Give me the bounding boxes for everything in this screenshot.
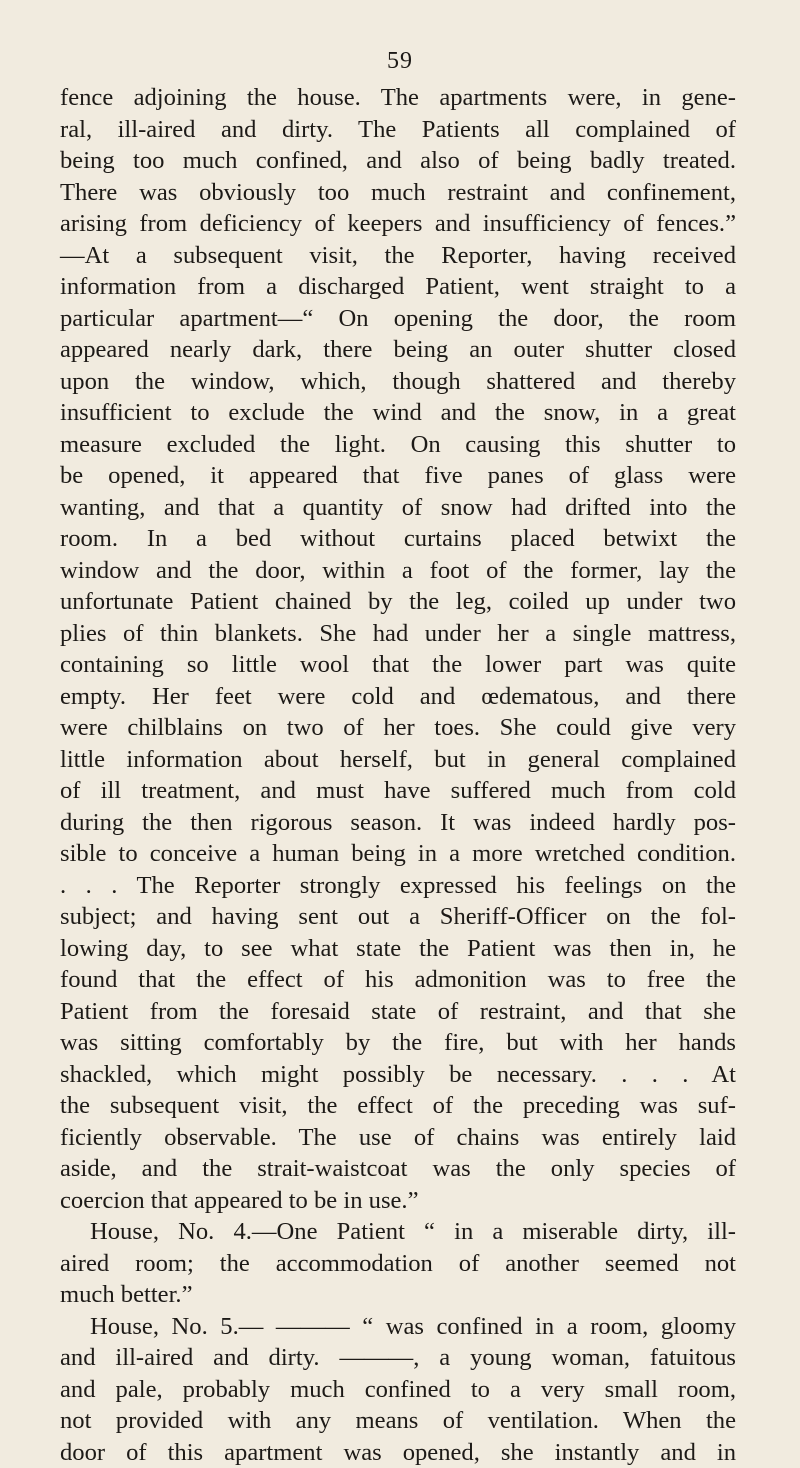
- body-text: [60, 82, 736, 1468]
- text-line: ficiently observable. The use of chains was entirely laid: [60, 1122, 736, 1154]
- text-line: coercion that appeared to be in use.”: [60, 1185, 736, 1217]
- text-line: measure excluded the light. On causing this shutter to: [60, 429, 736, 461]
- text-line: window and the door, within a foot of the former, lay the: [60, 555, 736, 587]
- text-line: containing so little wool that the lower part was quite: [60, 649, 736, 681]
- text-line: arising from deficiency of keepers and insufficiency of fences.”: [60, 208, 736, 240]
- text-line: fence adjoining the house. The apartments were, in gene-: [60, 82, 736, 114]
- text-line: unfortunate Patient chained by the leg, coiled up under two: [60, 586, 736, 618]
- text-line: the subsequent visit, the effect of the preceding was suf-: [60, 1090, 736, 1122]
- text-line: There was obviously too much restraint and confinement,: [60, 177, 736, 209]
- text-line: upon the window, which, though shattered and thereby: [60, 366, 736, 398]
- text-line: was sitting comfortably by the fire, but with her hands: [60, 1027, 736, 1059]
- text-line: not provided with any means of ventilation. When the: [60, 1405, 736, 1437]
- text-line: during the then rigorous season. It was indeed hardly pos-: [60, 807, 736, 839]
- text-line: appeared nearly dark, there being an outer shutter closed: [60, 334, 736, 366]
- text-line: little information about herself, but in general complained: [60, 744, 736, 776]
- text-line: aside, and the strait-waistcoat was the only species of: [60, 1153, 736, 1185]
- text-line: House, No. 5.— ——— “ was confined in a room, gloomy: [60, 1311, 736, 1343]
- text-line: empty. Her feet were cold and œdematous, and there: [60, 681, 736, 713]
- text-line: wanting, and that a quantity of snow had drifted into the: [60, 492, 736, 524]
- text-line: particular apartment—“ On opening the door, the room: [60, 303, 736, 335]
- text-line: lowing day, to see what state the Patient was then in, he: [60, 933, 736, 965]
- text-line: shackled, which might possibly be necessary. . . . At: [60, 1059, 736, 1091]
- page-number: 59: [0, 48, 800, 75]
- text-line: information from a discharged Patient, went straight to a: [60, 271, 736, 303]
- text-line: of ill treatment, and must have suffered much from cold: [60, 775, 736, 807]
- text-line: be opened, it appeared that five panes of glass were: [60, 460, 736, 492]
- text-line: insufficient to exclude the wind and the snow, in a great: [60, 397, 736, 429]
- text-line: . . . The Reporter strongly expressed his feelings on the: [60, 870, 736, 902]
- text-line: and ill-aired and dirty. ———, a young woman, fatuitous: [60, 1342, 736, 1374]
- text-line: aired room; the accommodation of another seemed not: [60, 1248, 736, 1280]
- text-line: being too much confined, and also of being badly treated.: [60, 145, 736, 177]
- text-line: door of this apartment was opened, she instantly and in: [60, 1437, 736, 1468]
- text-line: and pale, probably much confined to a very small room,: [60, 1374, 736, 1406]
- text-line: ral, ill-aired and dirty. The Patients all complained of: [60, 114, 736, 146]
- text-line: found that the effect of his admonition was to free the: [60, 964, 736, 996]
- text-line: were chilblains on two of her toes. She could give very: [60, 712, 736, 744]
- text-line: —At a subsequent visit, the Reporter, having received: [60, 240, 736, 272]
- text-line: subject; and having sent out a Sheriff-Officer on the fol-: [60, 901, 736, 933]
- text-line: House, No. 4.—One Patient “ in a miserable dirty, ill-: [60, 1216, 736, 1248]
- text-line: room. In a bed without curtains placed betwixt the: [60, 523, 736, 555]
- text-line: sible to conceive a human being in a more wretched condition.: [60, 838, 736, 870]
- text-line: plies of thin blankets. She had under her a single mattress,: [60, 618, 736, 650]
- text-line: Patient from the foresaid state of restraint, and that she: [60, 996, 736, 1028]
- text-line: much better.”: [60, 1279, 736, 1311]
